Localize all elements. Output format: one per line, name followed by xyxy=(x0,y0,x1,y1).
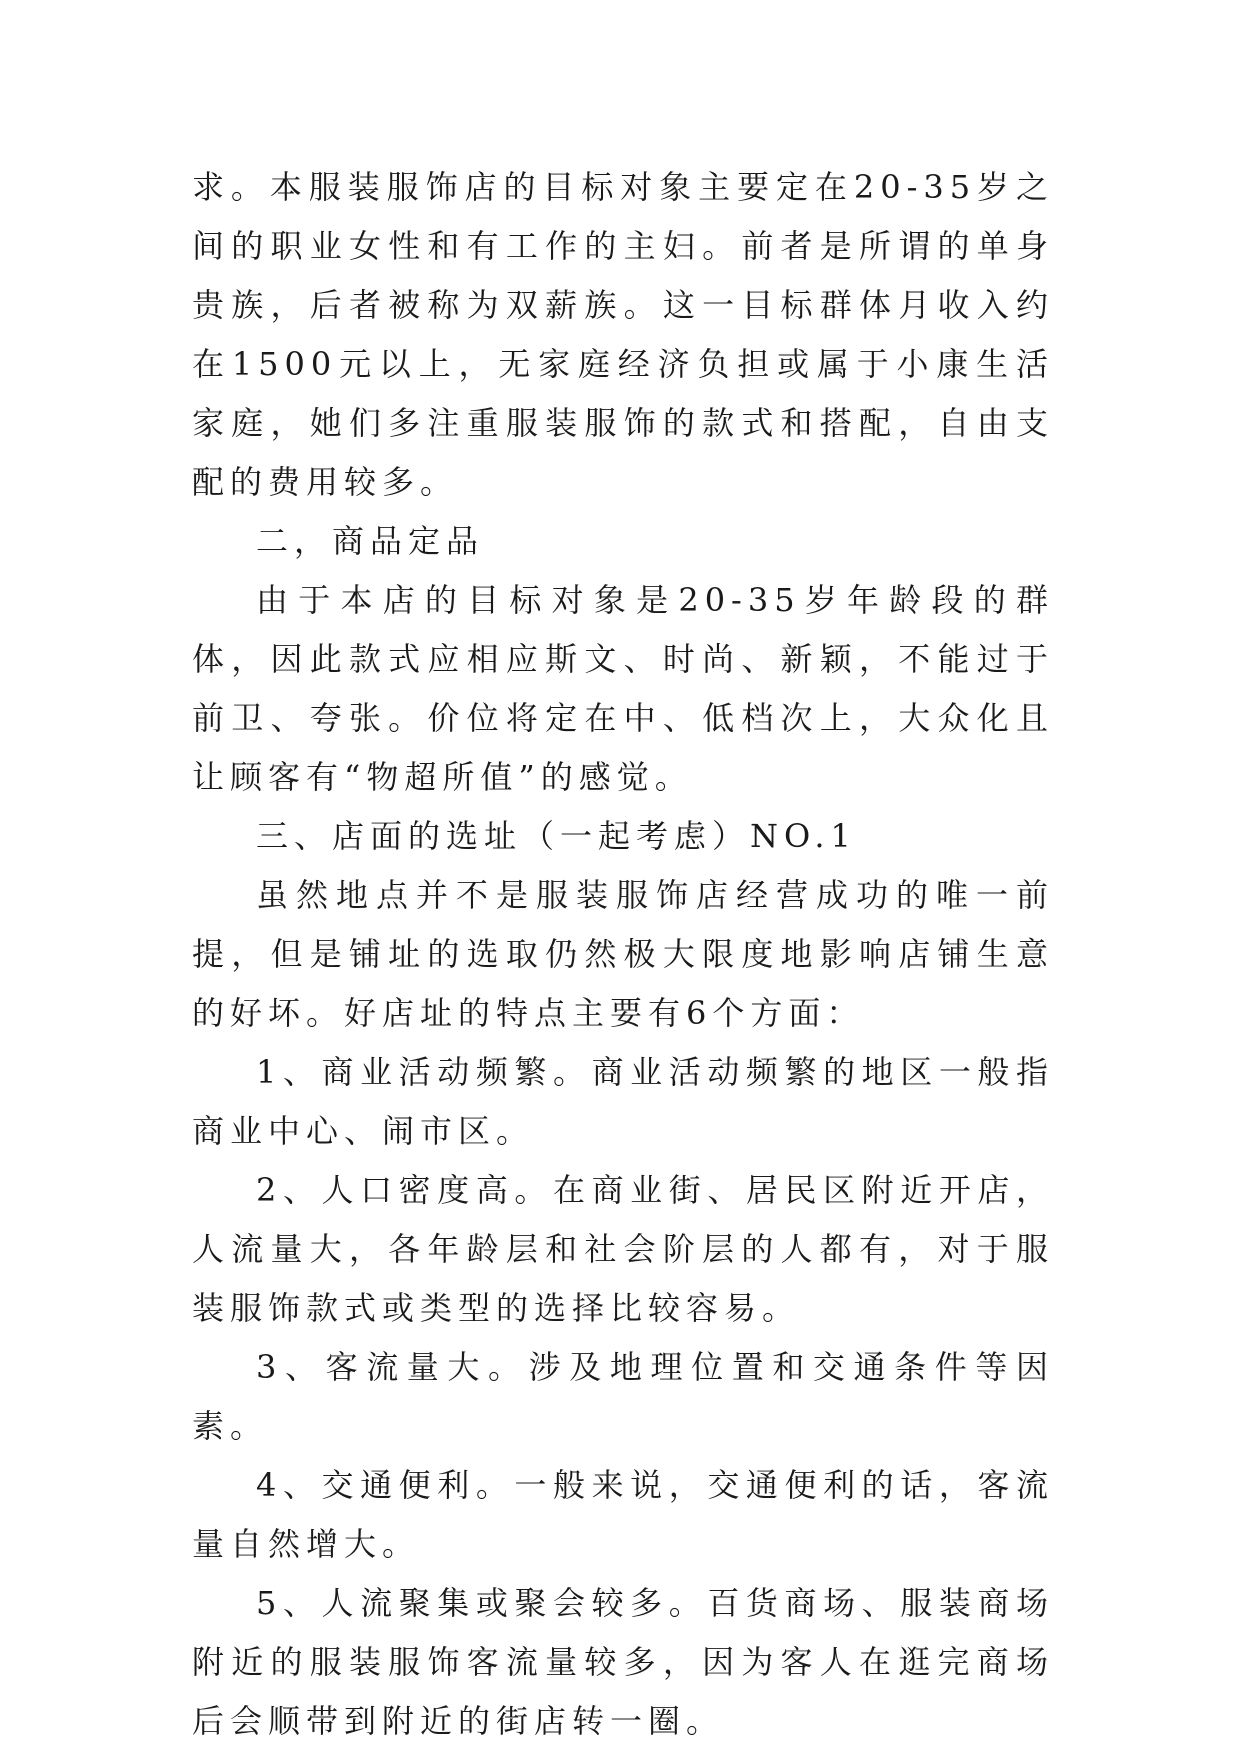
heading-store-location: 三、店面的选址（一起考虑）NO.1 xyxy=(256,817,857,855)
list-item-4: 4、交通便利。一般来说，交通便利的话，客流量自然增大。 xyxy=(192,1466,1054,1563)
paragraph-target-customers: 求。本服装服饰店的目标对象主要定在20-35岁之间的职业女性和有工作的主妇。前者是所谓的单身贵族，后者被称为双薪族。这一目标群体月收入约在1500元以上，无家庭经济负担或属于小康生活家庭，她们多注重服装服饰的款式和搭配，自由支配的费用较多。 xyxy=(192,168,1054,501)
list-item-3: 3、客流量大。涉及地理位置和交通条件等因素。 xyxy=(192,1348,1054,1445)
list-item-2: 2、人口密度高。在商业街、居民区附近开店，人流量大，各年龄层和社会阶层的人都有，对于服装服饰款式或类型的选择比较容易。 xyxy=(192,1171,1054,1327)
heading-product-positioning: 二，商品定品 xyxy=(256,522,485,560)
paragraph-product-positioning: 由于本店的目标对象是20-35岁年龄段的群体，因此款式应相应斯文、时尚、新颖，不能过于前卫、夸张。价位将定在中、低档次上，大众化且让顾客有“物超所值”的感觉。 xyxy=(192,581,1054,796)
list-item-5: 5、人流聚集或聚会较多。百货商场、服装商场附近的服装服饰客流量较多，因为客人在逛完商场后会顺带到附近的街店转一圈。 xyxy=(192,1584,1054,1740)
body-text xyxy=(192,158,1054,1751)
list-item-1: 1、商业活动频繁。商业活动频繁的地区一般指商业中心、闹市区。 xyxy=(192,1053,1054,1150)
paragraph-store-location: 虽然地点并不是服装服饰店经营成功的唯一前提，但是铺址的选取仍然极大限度地影响店铺生意的好坏。好店址的特点主要有6个方面： xyxy=(192,876,1054,1032)
